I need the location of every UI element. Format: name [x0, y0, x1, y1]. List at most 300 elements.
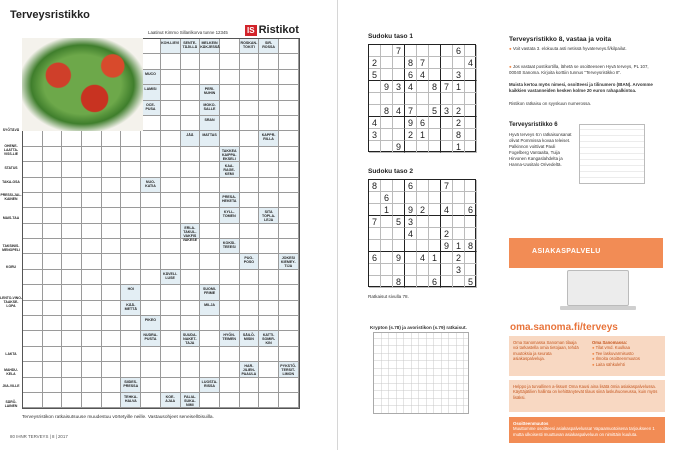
- answer-cell[interactable]: [279, 239, 299, 254]
- answer-cell[interactable]: [220, 378, 240, 393]
- answer-cell[interactable]: [23, 378, 43, 393]
- sudoku-cell[interactable]: [465, 129, 477, 141]
- answer-cell[interactable]: [102, 285, 122, 300]
- answer-cell[interactable]: [181, 270, 201, 285]
- answer-cell[interactable]: [23, 193, 43, 208]
- answer-cell[interactable]: [121, 331, 141, 346]
- answer-cell[interactable]: [82, 331, 102, 346]
- answer-cell[interactable]: [102, 131, 122, 146]
- answer-cell[interactable]: [220, 39, 240, 54]
- answer-cell[interactable]: [102, 362, 122, 377]
- answer-cell[interactable]: [240, 393, 260, 408]
- sudoku-cell[interactable]: [429, 93, 441, 105]
- answer-cell[interactable]: [259, 347, 279, 362]
- answer-cell[interactable]: [43, 208, 63, 223]
- answer-cell[interactable]: [279, 101, 299, 116]
- answer-cell[interactable]: [23, 178, 43, 193]
- answer-cell[interactable]: [43, 316, 63, 331]
- answer-cell[interactable]: [220, 316, 240, 331]
- sudoku-cell[interactable]: [381, 240, 393, 252]
- sudoku-2-grid[interactable]: [368, 179, 476, 287]
- answer-cell[interactable]: [279, 131, 299, 146]
- answer-cell[interactable]: [181, 301, 201, 316]
- answer-cell[interactable]: [141, 393, 161, 408]
- answer-cell[interactable]: [62, 301, 82, 316]
- answer-cell[interactable]: [220, 116, 240, 131]
- answer-cell[interactable]: [82, 162, 102, 177]
- answer-cell[interactable]: [141, 208, 161, 223]
- service-url-link[interactable]: oma.sanoma.fi/terveys: [510, 322, 618, 333]
- answer-cell[interactable]: [82, 208, 102, 223]
- sudoku-cell[interactable]: [465, 252, 477, 264]
- answer-cell[interactable]: [23, 224, 43, 239]
- answer-cell[interactable]: [62, 131, 82, 146]
- answer-cell[interactable]: [82, 285, 102, 300]
- answer-cell[interactable]: [102, 239, 122, 254]
- sudoku-cell[interactable]: [429, 228, 441, 240]
- answer-cell[interactable]: [200, 208, 220, 223]
- answer-cell[interactable]: [240, 193, 260, 208]
- answer-cell[interactable]: [121, 316, 141, 331]
- answer-cell[interactable]: [23, 347, 43, 362]
- answer-cell[interactable]: [200, 147, 220, 162]
- answer-cell[interactable]: [220, 347, 240, 362]
- answer-cell[interactable]: [161, 378, 181, 393]
- sudoku-cell[interactable]: [465, 192, 477, 204]
- answer-cell[interactable]: [43, 331, 63, 346]
- sudoku-cell[interactable]: [429, 117, 441, 129]
- answer-cell[interactable]: [220, 393, 240, 408]
- answer-cell[interactable]: [279, 116, 299, 131]
- sudoku-cell[interactable]: [393, 204, 405, 216]
- sudoku-cell[interactable]: [369, 192, 381, 204]
- answer-cell[interactable]: [141, 362, 161, 377]
- answer-cell[interactable]: [102, 147, 122, 162]
- answer-cell[interactable]: [141, 224, 161, 239]
- answer-cell[interactable]: [141, 39, 161, 54]
- answer-cell[interactable]: [102, 378, 122, 393]
- sudoku-cell[interactable]: [369, 204, 381, 216]
- answer-cell[interactable]: [62, 162, 82, 177]
- answer-cell[interactable]: [220, 54, 240, 69]
- answer-cell[interactable]: [82, 147, 102, 162]
- answer-cell[interactable]: [181, 193, 201, 208]
- answer-cell[interactable]: [220, 270, 240, 285]
- sudoku-cell[interactable]: [417, 240, 429, 252]
- sudoku-cell[interactable]: [417, 45, 429, 57]
- answer-cell[interactable]: [23, 301, 43, 316]
- sudoku-cell[interactable]: [465, 216, 477, 228]
- answer-cell[interactable]: [181, 285, 201, 300]
- sudoku-cell[interactable]: [417, 276, 429, 288]
- answer-cell[interactable]: [141, 301, 161, 316]
- answer-cell[interactable]: [62, 208, 82, 223]
- answer-cell[interactable]: [161, 331, 181, 346]
- sudoku-cell[interactable]: [369, 276, 381, 288]
- answer-cell[interactable]: [259, 270, 279, 285]
- answer-cell[interactable]: [279, 393, 299, 408]
- answer-cell[interactable]: [82, 362, 102, 377]
- answer-cell[interactable]: [43, 131, 63, 146]
- answer-cell[interactable]: [279, 331, 299, 346]
- sudoku-cell[interactable]: [369, 105, 381, 117]
- answer-cell[interactable]: [121, 208, 141, 223]
- answer-cell[interactable]: [161, 316, 181, 331]
- answer-cell[interactable]: [259, 224, 279, 239]
- answer-cell[interactable]: [161, 101, 181, 116]
- answer-cell[interactable]: [200, 316, 220, 331]
- sudoku-cell[interactable]: [405, 264, 417, 276]
- answer-cell[interactable]: [259, 254, 279, 269]
- answer-cell[interactable]: [121, 270, 141, 285]
- answer-cell[interactable]: [240, 147, 260, 162]
- answer-cell[interactable]: [240, 285, 260, 300]
- answer-cell[interactable]: [62, 285, 82, 300]
- answer-cell[interactable]: [200, 362, 220, 377]
- answer-cell[interactable]: [279, 147, 299, 162]
- answer-cell[interactable]: [121, 239, 141, 254]
- sudoku-cell[interactable]: [453, 180, 465, 192]
- answer-cell[interactable]: [240, 301, 260, 316]
- answer-cell[interactable]: [102, 270, 122, 285]
- answer-cell[interactable]: [181, 147, 201, 162]
- answer-cell[interactable]: [279, 378, 299, 393]
- sudoku-cell[interactable]: [381, 141, 393, 153]
- answer-cell[interactable]: [259, 378, 279, 393]
- answer-cell[interactable]: [141, 147, 161, 162]
- answer-cell[interactable]: [259, 116, 279, 131]
- answer-cell[interactable]: [181, 162, 201, 177]
- answer-cell[interactable]: [181, 254, 201, 269]
- answer-cell[interactable]: [43, 378, 63, 393]
- answer-cell[interactable]: [279, 316, 299, 331]
- answer-cell[interactable]: [181, 362, 201, 377]
- sudoku-cell[interactable]: [381, 228, 393, 240]
- sudoku-cell[interactable]: [453, 57, 465, 69]
- answer-cell[interactable]: [259, 101, 279, 116]
- answer-cell[interactable]: [82, 131, 102, 146]
- sudoku-cell[interactable]: [465, 93, 477, 105]
- answer-cell[interactable]: [43, 224, 63, 239]
- answer-cell[interactable]: [141, 254, 161, 269]
- sudoku-cell[interactable]: [393, 240, 405, 252]
- answer-cell[interactable]: [82, 378, 102, 393]
- answer-cell[interactable]: [23, 208, 43, 223]
- answer-cell[interactable]: [279, 270, 299, 285]
- sudoku-cell[interactable]: [417, 141, 429, 153]
- answer-cell[interactable]: [200, 347, 220, 362]
- answer-cell[interactable]: [220, 285, 240, 300]
- sudoku-cell[interactable]: [441, 69, 453, 81]
- answer-cell[interactable]: [279, 208, 299, 223]
- sudoku-cell[interactable]: [429, 45, 441, 57]
- answer-cell[interactable]: [259, 239, 279, 254]
- answer-cell[interactable]: [102, 331, 122, 346]
- sudoku-cell[interactable]: [417, 180, 429, 192]
- sudoku-cell[interactable]: [405, 192, 417, 204]
- answer-cell[interactable]: [141, 239, 161, 254]
- sudoku-cell[interactable]: [405, 240, 417, 252]
- sudoku-cell[interactable]: [369, 264, 381, 276]
- answer-cell[interactable]: [121, 131, 141, 146]
- answer-cell[interactable]: [141, 378, 161, 393]
- sudoku-cell[interactable]: [393, 57, 405, 69]
- answer-cell[interactable]: [121, 178, 141, 193]
- answer-cell[interactable]: [240, 208, 260, 223]
- answer-cell[interactable]: [200, 393, 220, 408]
- answer-cell[interactable]: [23, 131, 43, 146]
- answer-cell[interactable]: [240, 162, 260, 177]
- answer-cell[interactable]: [181, 239, 201, 254]
- answer-cell[interactable]: [181, 316, 201, 331]
- sudoku-cell[interactable]: [441, 57, 453, 69]
- sudoku-cell[interactable]: [441, 216, 453, 228]
- sudoku-cell[interactable]: [381, 93, 393, 105]
- answer-cell[interactable]: [102, 224, 122, 239]
- sudoku-cell[interactable]: [369, 81, 381, 93]
- sudoku-cell[interactable]: [429, 57, 441, 69]
- answer-cell[interactable]: [181, 178, 201, 193]
- answer-cell[interactable]: [200, 193, 220, 208]
- answer-cell[interactable]: [82, 178, 102, 193]
- answer-cell[interactable]: [279, 178, 299, 193]
- answer-cell[interactable]: [23, 270, 43, 285]
- sudoku-cell[interactable]: [429, 180, 441, 192]
- answer-cell[interactable]: [181, 378, 201, 393]
- answer-cell[interactable]: [181, 85, 201, 100]
- answer-cell[interactable]: [82, 193, 102, 208]
- sudoku-cell[interactable]: [429, 129, 441, 141]
- answer-cell[interactable]: [23, 316, 43, 331]
- answer-cell[interactable]: [62, 239, 82, 254]
- answer-cell[interactable]: [181, 347, 201, 362]
- answer-cell[interactable]: [141, 193, 161, 208]
- answer-cell[interactable]: [23, 254, 43, 269]
- answer-cell[interactable]: [141, 162, 161, 177]
- sudoku-cell[interactable]: [393, 180, 405, 192]
- sudoku-cell[interactable]: [465, 69, 477, 81]
- sudoku-cell[interactable]: [441, 129, 453, 141]
- answer-cell[interactable]: [279, 193, 299, 208]
- sudoku-cell[interactable]: [453, 216, 465, 228]
- answer-cell[interactable]: [240, 178, 260, 193]
- sudoku-cell[interactable]: [381, 276, 393, 288]
- sudoku-cell[interactable]: [405, 45, 417, 57]
- sudoku-cell[interactable]: [405, 252, 417, 264]
- answer-cell[interactable]: [259, 393, 279, 408]
- answer-cell[interactable]: [82, 224, 102, 239]
- answer-cell[interactable]: [240, 239, 260, 254]
- sudoku-cell[interactable]: [417, 81, 429, 93]
- answer-cell[interactable]: [161, 193, 181, 208]
- answer-cell[interactable]: [220, 362, 240, 377]
- answer-cell[interactable]: [102, 254, 122, 269]
- answer-cell[interactable]: [259, 178, 279, 193]
- answer-cell[interactable]: [102, 301, 122, 316]
- answer-cell[interactable]: [161, 70, 181, 85]
- answer-cell[interactable]: [102, 162, 122, 177]
- answer-cell[interactable]: [62, 254, 82, 269]
- answer-cell[interactable]: [82, 347, 102, 362]
- sudoku-cell[interactable]: [429, 69, 441, 81]
- answer-cell[interactable]: [161, 285, 181, 300]
- answer-cell[interactable]: [102, 347, 122, 362]
- answer-cell[interactable]: [161, 85, 181, 100]
- sudoku-cell[interactable]: [453, 192, 465, 204]
- sudoku-cell[interactable]: [465, 105, 477, 117]
- answer-cell[interactable]: [259, 362, 279, 377]
- sudoku-cell[interactable]: [393, 117, 405, 129]
- sudoku-cell[interactable]: [441, 141, 453, 153]
- sudoku-cell[interactable]: [405, 93, 417, 105]
- answer-cell[interactable]: [102, 316, 122, 331]
- answer-cell[interactable]: [161, 224, 181, 239]
- answer-cell[interactable]: [102, 393, 122, 408]
- sudoku-cell[interactable]: [393, 93, 405, 105]
- answer-cell[interactable]: [240, 85, 260, 100]
- answer-cell[interactable]: [259, 85, 279, 100]
- answer-cell[interactable]: [43, 393, 63, 408]
- answer-cell[interactable]: [240, 347, 260, 362]
- sudoku-cell[interactable]: [417, 216, 429, 228]
- sudoku-cell[interactable]: [441, 276, 453, 288]
- answer-cell[interactable]: [279, 70, 299, 85]
- answer-cell[interactable]: [141, 131, 161, 146]
- answer-cell[interactable]: [141, 285, 161, 300]
- answer-cell[interactable]: [161, 208, 181, 223]
- answer-cell[interactable]: [82, 393, 102, 408]
- answer-cell[interactable]: [62, 270, 82, 285]
- answer-cell[interactable]: [240, 70, 260, 85]
- answer-cell[interactable]: [200, 70, 220, 85]
- sudoku-cell[interactable]: [417, 105, 429, 117]
- sudoku-cell[interactable]: [453, 93, 465, 105]
- sudoku-cell[interactable]: [369, 141, 381, 153]
- answer-cell[interactable]: [141, 116, 161, 131]
- answer-cell[interactable]: [43, 301, 63, 316]
- answer-cell[interactable]: [121, 162, 141, 177]
- answer-cell[interactable]: [141, 347, 161, 362]
- sudoku-cell[interactable]: [441, 45, 453, 57]
- answer-cell[interactable]: [102, 193, 122, 208]
- sudoku-cell[interactable]: [465, 264, 477, 276]
- answer-cell[interactable]: [161, 347, 181, 362]
- answer-cell[interactable]: [161, 54, 181, 69]
- sudoku-cell[interactable]: [441, 264, 453, 276]
- answer-cell[interactable]: [220, 178, 240, 193]
- answer-cell[interactable]: [62, 316, 82, 331]
- sudoku-cell[interactable]: [381, 69, 393, 81]
- sudoku-cell[interactable]: [381, 129, 393, 141]
- answer-cell[interactable]: [23, 393, 43, 408]
- answer-cell[interactable]: [102, 208, 122, 223]
- sudoku-cell[interactable]: [429, 141, 441, 153]
- answer-cell[interactable]: [43, 162, 63, 177]
- answer-cell[interactable]: [200, 331, 220, 346]
- sudoku-cell[interactable]: [381, 180, 393, 192]
- answer-cell[interactable]: [23, 285, 43, 300]
- answer-cell[interactable]: [200, 254, 220, 269]
- answer-cell[interactable]: [43, 285, 63, 300]
- answer-cell[interactable]: [181, 101, 201, 116]
- sudoku-cell[interactable]: [453, 204, 465, 216]
- answer-cell[interactable]: [279, 224, 299, 239]
- answer-cell[interactable]: [259, 316, 279, 331]
- sudoku-cell[interactable]: [465, 180, 477, 192]
- answer-cell[interactable]: [279, 85, 299, 100]
- answer-cell[interactable]: [82, 316, 102, 331]
- answer-cell[interactable]: [259, 193, 279, 208]
- sudoku-cell[interactable]: [429, 216, 441, 228]
- answer-cell[interactable]: [220, 131, 240, 146]
- answer-cell[interactable]: [43, 254, 63, 269]
- answer-cell[interactable]: [220, 301, 240, 316]
- sudoku-cell[interactable]: [381, 252, 393, 264]
- sudoku-cell[interactable]: [441, 117, 453, 129]
- answer-cell[interactable]: [161, 362, 181, 377]
- answer-cell[interactable]: [220, 85, 240, 100]
- answer-cell[interactable]: [200, 224, 220, 239]
- answer-cell[interactable]: [279, 301, 299, 316]
- answer-cell[interactable]: [161, 162, 181, 177]
- answer-cell[interactable]: [62, 147, 82, 162]
- answer-cell[interactable]: [161, 131, 181, 146]
- answer-cell[interactable]: [259, 162, 279, 177]
- sudoku-cell[interactable]: [381, 57, 393, 69]
- answer-cell[interactable]: [240, 54, 260, 69]
- sudoku-cell[interactable]: [393, 69, 405, 81]
- answer-cell[interactable]: [23, 362, 43, 377]
- answer-cell[interactable]: [181, 70, 201, 85]
- answer-cell[interactable]: [161, 178, 181, 193]
- answer-cell[interactable]: [161, 116, 181, 131]
- sudoku-cell[interactable]: [429, 192, 441, 204]
- sudoku-cell[interactable]: [465, 45, 477, 57]
- answer-cell[interactable]: [220, 224, 240, 239]
- sudoku-1-grid[interactable]: [368, 44, 476, 152]
- sudoku-cell[interactable]: [441, 192, 453, 204]
- answer-cell[interactable]: [161, 239, 181, 254]
- answer-cell[interactable]: [102, 178, 122, 193]
- answer-cell[interactable]: [121, 362, 141, 377]
- answer-cell[interactable]: [259, 70, 279, 85]
- answer-cell[interactable]: [279, 54, 299, 69]
- answer-cell[interactable]: [121, 254, 141, 269]
- answer-cell[interactable]: [279, 39, 299, 54]
- answer-cell[interactable]: [23, 147, 43, 162]
- answer-cell[interactable]: [279, 162, 299, 177]
- sudoku-cell[interactable]: [381, 264, 393, 276]
- answer-cell[interactable]: [23, 239, 43, 254]
- answer-cell[interactable]: [240, 270, 260, 285]
- answer-cell[interactable]: [200, 239, 220, 254]
- answer-cell[interactable]: [43, 193, 63, 208]
- sudoku-cell[interactable]: [429, 204, 441, 216]
- answer-cell[interactable]: [240, 378, 260, 393]
- answer-cell[interactable]: [240, 131, 260, 146]
- sudoku-cell[interactable]: [441, 93, 453, 105]
- answer-cell[interactable]: [23, 331, 43, 346]
- answer-cell[interactable]: [141, 54, 161, 69]
- answer-cell[interactable]: [200, 178, 220, 193]
- answer-cell[interactable]: [240, 101, 260, 116]
- answer-cell[interactable]: [200, 162, 220, 177]
- sudoku-cell[interactable]: [381, 117, 393, 129]
- answer-cell[interactable]: [43, 239, 63, 254]
- sudoku-cell[interactable]: [465, 81, 477, 93]
- answer-cell[interactable]: [161, 147, 181, 162]
- answer-cell[interactable]: [161, 254, 181, 269]
